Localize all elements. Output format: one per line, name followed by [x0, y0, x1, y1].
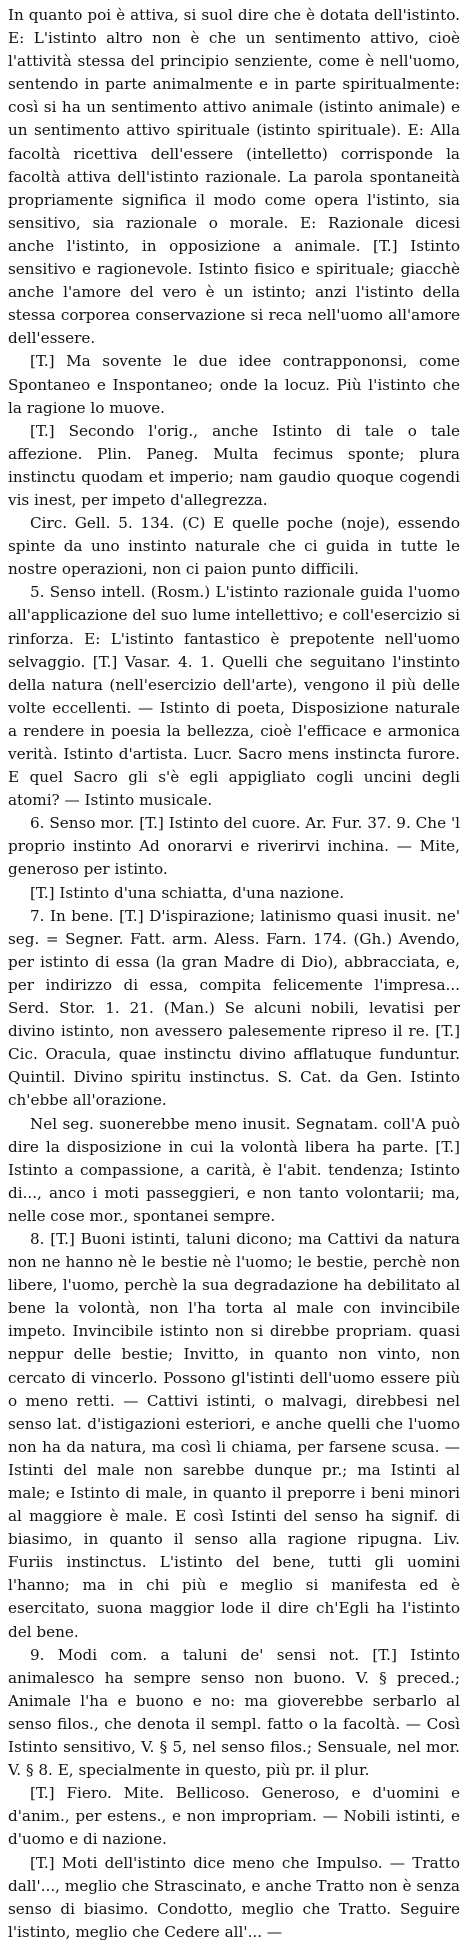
- entry-paragraph: [T.] Moti dell'istinto dice meno che Impulso. — Tratto dall'..., meglio che Strascinato, e anche Tratto non è senza senso di biasimo. Condotto, meglio che Tratto. Seguire l'istinto, meglio che Cedere all'... —: [8, 1853, 460, 1941]
- entry-paragraph: Nel seg. suonerebbe meno inusit. Segnatam. coll'A può dire la disposizione in cui la volontà libera ha parte. [T.] Istinto a compassione, a carità, è l'abit. tendenza; Istinto di..., anco i moti passeggieri, e non tanto volontarii; ma, nelle cose mor., spontanei sempre.: [8, 1114, 460, 1225]
- dictionary-entry-column: [8, 4, 460, 1944]
- entry-paragraph: [T.] Istinto d'una schiatta, d'una nazione.: [30, 883, 345, 902]
- entry-paragraph: [T.] Fiero. Mite. Bellicoso. Generoso, e d'uomini e d'anim., per estens., e non impropriam. — Nobili istinti, e d'uomo e di nazione.: [8, 1784, 460, 1849]
- entry-paragraph: 6. Senso mor. [T.] Istinto del cuore. Ar. Fur. 37. 9. Che 'l proprio instinto Ad onorarvi e riverirvi inchina. — Mite, generoso per istinto.: [8, 814, 460, 879]
- entry-paragraph: 8. [T.] Buoni istinti, taluni dicono; ma Cattivi da natura non ne hanno nè le bestie nè l'uomo; le bestie, perchè non libere, l'uomo, perchè la sua degradazione ha debilitato al bene la volontà, non l'ha torta al male con invincibile impeto. Invincibile istinto non si direbbe propriam. quasi neppur delle bestie; Invitto, in quanto non vinto, non cercato di vincerlo. Possono gl'istinti dell'uomo essere più o meno retti. — Cattivi istinti, o malvagi, direbbesi nel senso lat. d'istigazioni esteriori, e anche quelli che l'uomo non ha da natura, ma così li chiama, per farsene scusa. — Istinti del male non sarebbe dunque pr.; ma Istinti al male; e Istinto di male, in quanto il preporre i beni minori al maggiore è male. E così Istinti del senso ha signif. di biasimo, in quanto il senso alla ragione ripugna. Liv. Furiis instinctus. L'istinto del bene, tutti gli uomini l'hanno; ma in chi più e meglio si manifesta ed è esercitato, suona maggior lode il dire ch'Egli ha l'istinto del bene.: [8, 1229, 460, 1641]
- entry-paragraph: [T.] Ma sovente le due idee contrappononsi, come Spontaneo e Inspontaneo; onde la locuz. Più l'istinto che la ragione lo muove.: [8, 352, 460, 417]
- entry-paragraph: 7. In bene. [T.] D'ispirazione; latinismo quasi inusit. ne' seg. = Segner. Fatt. arm. Aless. Farn. 174. (Gh.) Avendo, per istinto di essa (la gran Madre di Dio), abbracciata, e, per indirizzo di essa, compita felicemente l'impresa... Serd. Stor. 1. 21. (Man.) Se alcuni nobili, levatisi per divino istinto, non avessero palesemente ripreso il re. [T.] Cic. Oracula, quae instinctu divino afflatuque funduntur. Quintil. Divino spiritu instinctus. S. Cat. da Gen. Istinto ch'ebbe all'orazione.: [8, 906, 460, 1110]
- entry-paragraph: [T.] Secondo l'orig., anche Istinto di tale o tale affezione. Plin. Paneg. Multa fecimus sponte; plura instinctu quodam et imperio; nam gaudio quoque cogendi vis inest, per impeto d'allegrezza.: [8, 421, 460, 509]
- entry-paragraph: Circ. Gell. 5. 134. (C) E quelle poche (noje), essendo spinte da uno instinto naturale che ci guida in tutte le nostre operazioni, non ci paion punto difficili.: [8, 514, 460, 579]
- entry-paragraph: In quanto poi è attiva, si suol dire che è dotata dell'istinto. E: L'istinto altro non è che un sentimento attivo, cioè l'attività stessa del principio senziente, come è nell'uomo, sentendo in parte animalmente e in parte spiritualmente: così si ha un sentimento attivo animale (istinto animale) e un sentimento attivo spirituale (istinto spirituale). E: Alla facoltà ricettiva dell'essere (intelletto) corrisponde la facoltà attiva dell'istinto razionale. La parola spontaneità propriamente significa il modo come opera l'istinto, sia sensitivo, sia razionale o morale. E: Razionale dicesi anche l'istinto, in opposizione a animale. [T.] Istinto sensitivo e ragionevole. Istinto fisico e spirituale; giacchè anche l'amore del vero è un istinto; anzi l'istinto della stessa corporea conservazione si reca nell'uomo all'amore dell'essere.: [8, 6, 460, 348]
- entry-paragraph: 5. Senso intell. (Rosm.) L'istinto razionale guida l'uomo all'applicazione del suo lume intellettivo; e coll'esercizio si rinforza. E: L'istinto fantastico è prepotente nell'uomo selvaggio. [T.] Vasar. 4. 1. Quelli che seguitano l'instinto della natura (nell'esercizio dell'arte), vengono il più delle volte eccellenti. — Istinto di poeta, Disposizione naturale a rendere in poesia la bellezza, cioè l'efficace e armonica verità. Istinto d'artista. Lucr. Sacro mens instincta furore. E quel Sacro gli s'è egli appigliato cogli uncini degli atomi? — Istinto musicale.: [8, 583, 460, 810]
- entry-paragraph: 9. Modi com. a taluni de' sensi not. [T.] Istinto animalesco ha sempre senso non buono. V. § preced.; Animale l'ha e buono e no: ma gioverebbe serbarlo al senso filos., che denota il sempl. fatto o la facoltà. — Così Istinto sensitivo, V. § 5, nel senso filos.; Sensuale, nel mor. V. § 8. E, specialmente in questo, più pr. il plur.: [8, 1645, 460, 1780]
